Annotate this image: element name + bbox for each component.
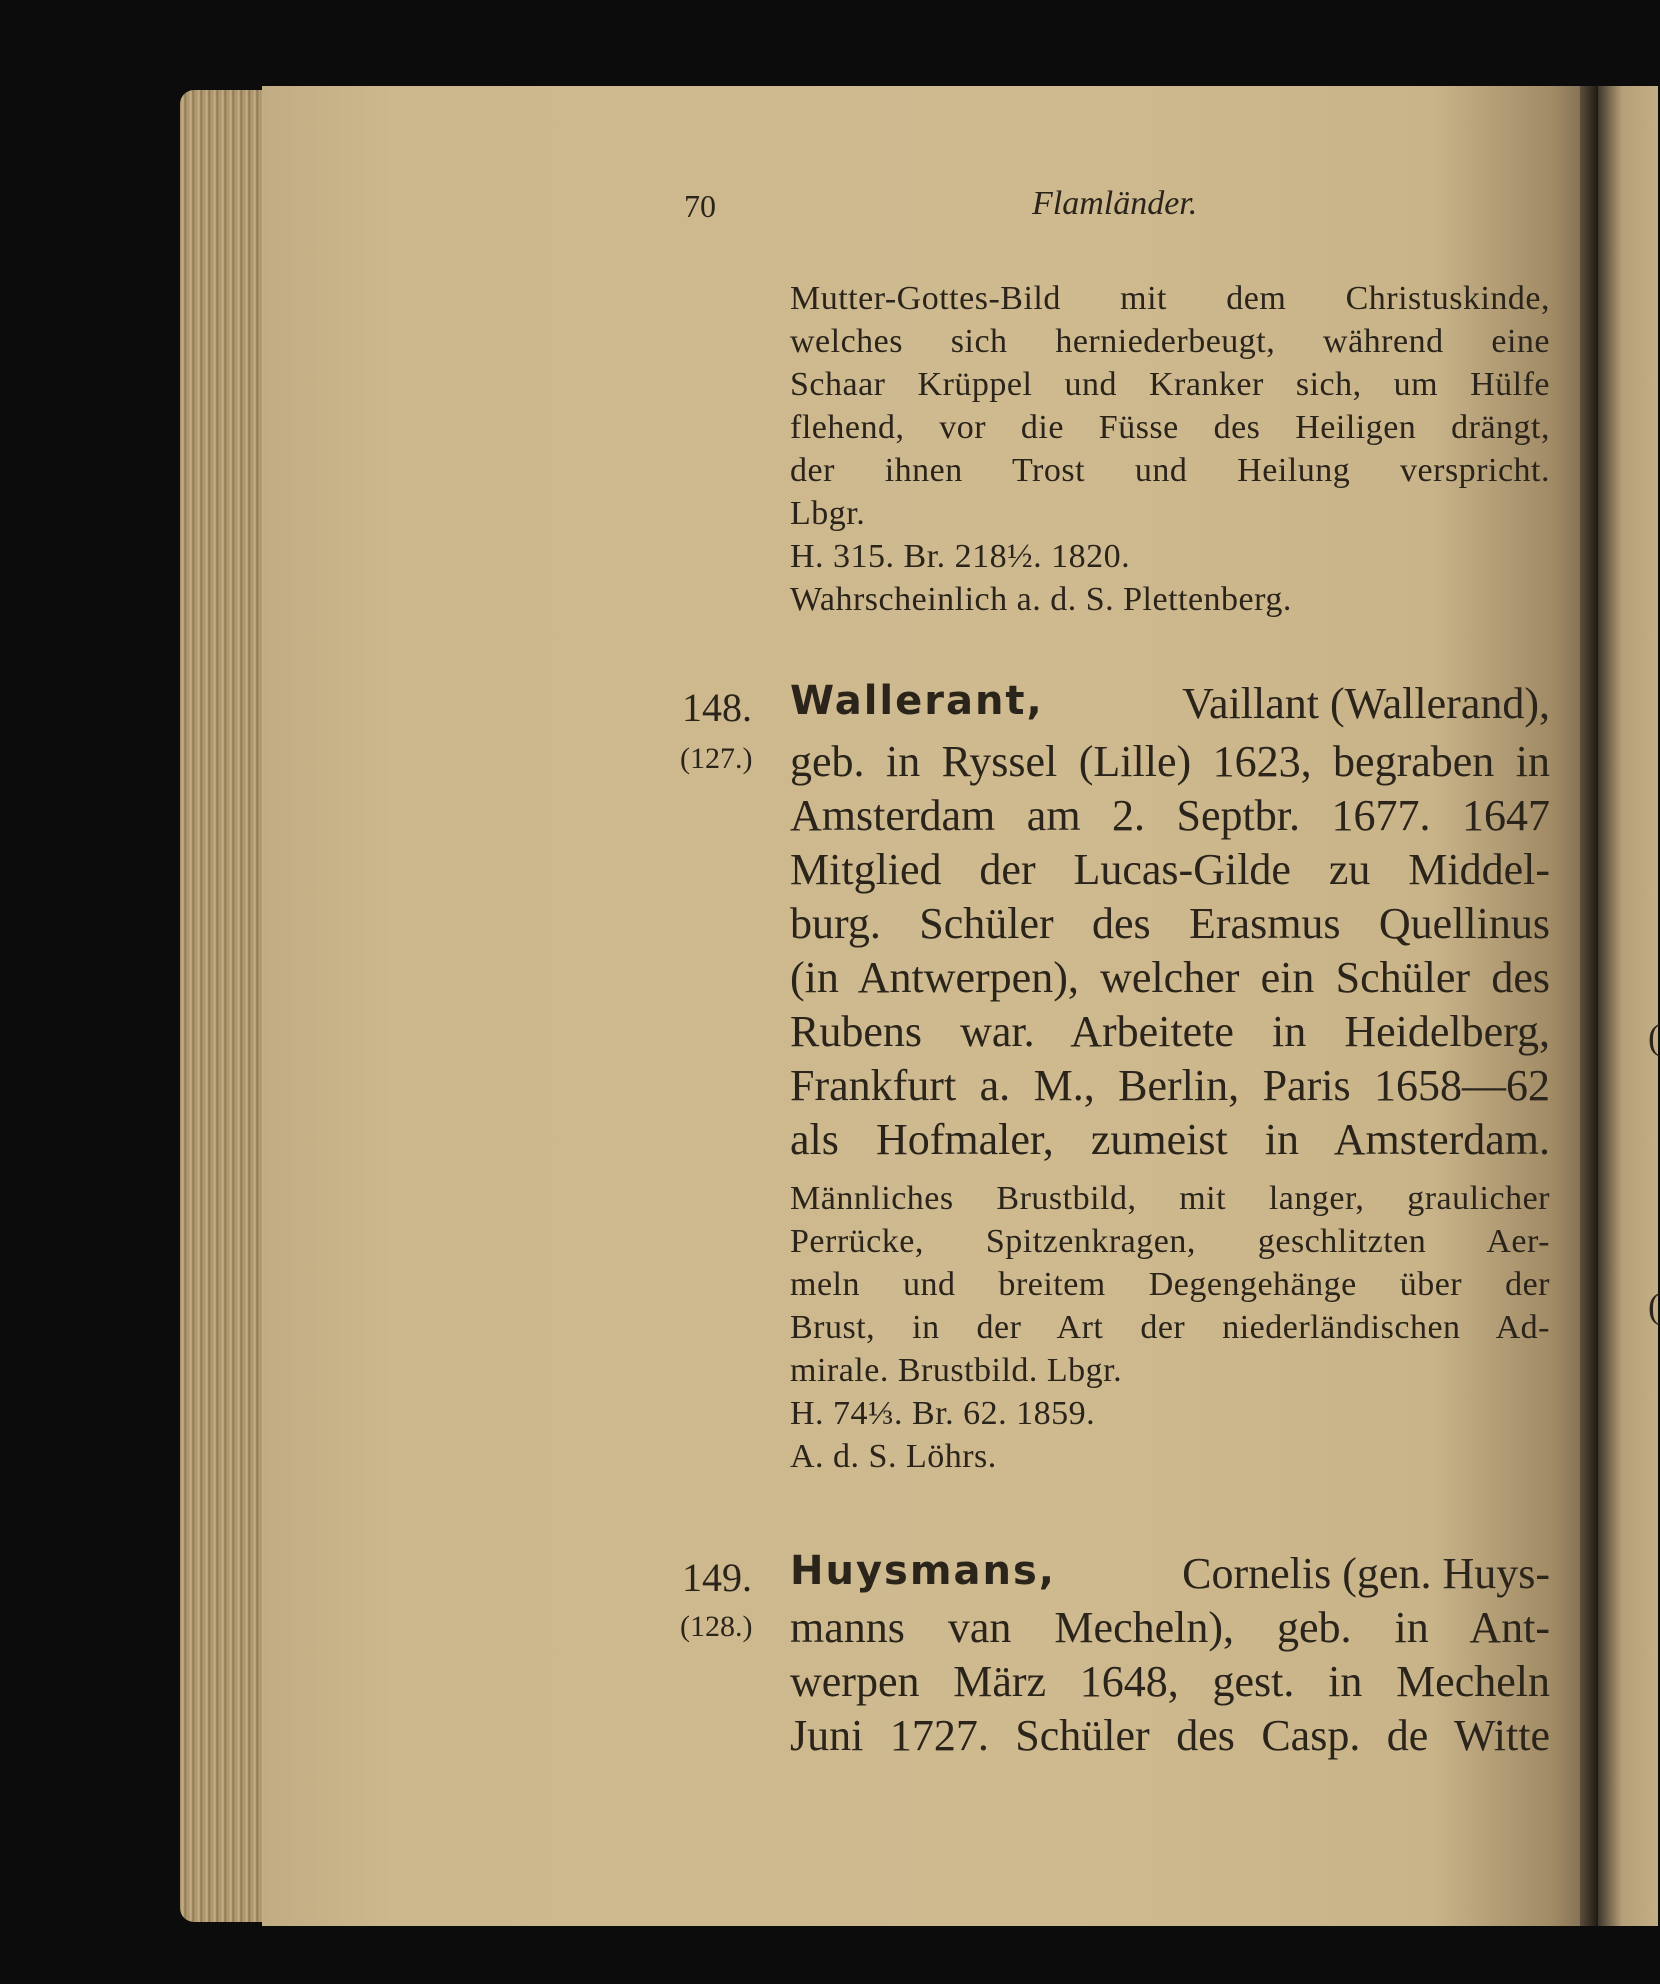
continued-text-line: Lbgr. [790, 495, 866, 532]
continued-provenance: Wahrscheinlich a. d. S. Plettenberg. [790, 581, 1292, 618]
description-line: meln und breitem Degengehänge über der [790, 1266, 1550, 1303]
page-number: 70 [684, 188, 716, 224]
description-line: Perrücke, Spitzenkragen, geschlitzten Aer- [790, 1223, 1550, 1260]
provenance: A. d. S. Löhrs. [790, 1438, 997, 1475]
entry-heading-line [790, 678, 1550, 729]
dimensions: H. 74⅓. Br. 62. 1859. [790, 1395, 1096, 1432]
facing-page-mark: ( [1648, 1017, 1660, 1057]
bio-line: Juni 1727. Schüler des Casp. de Witte [790, 1711, 1550, 1760]
continued-text-line: der ihnen Trost und Heilung verspricht. [790, 452, 1550, 489]
bio-line: (in Antwerpen), welcher ein Schüler des [790, 953, 1550, 1002]
continued-text-line: flehend, vor die Füsse des Heiligen drängt, [790, 409, 1550, 446]
bio-line: Rubens war. Arbeitete in Heidelberg, [790, 1007, 1550, 1056]
artist-name-rest: Vaillant (Wallerand), [1182, 679, 1550, 728]
continued-text-line: Schaar Krüppel und Kranker sich, um Hülfe [790, 366, 1550, 403]
entry-heading-line [790, 1548, 1550, 1599]
entry-old-number: (128.) [680, 1610, 753, 1643]
entry-number: 148. [682, 685, 752, 730]
bio-line: Amsterdam am 2. Septbr. 1677. 1647 [790, 791, 1550, 840]
bio-line: Mitglied der Lucas-Gilde zu Middel- [790, 845, 1550, 894]
running-title: Flamländer. [1032, 185, 1198, 222]
continued-dimensions: H. 315. Br. 218½. 1820. [790, 538, 1131, 575]
bio-line: geb. in Ryssel (Lille) 1623, begraben in [790, 737, 1550, 786]
continued-text-line: welches sich herniederbeugt, während eine [790, 323, 1550, 360]
entry-number: 149. [682, 1555, 752, 1600]
artist-name: Wallerant, [790, 678, 1044, 724]
bio-line: als Hofmaler, zumeist in Amsterdam. [790, 1115, 1550, 1164]
artist-name-rest: Cornelis (gen. Huys- [1182, 1549, 1550, 1598]
continued-text-line: Mutter-Gottes-Bild mit dem Christuskinde, [790, 280, 1550, 317]
description-line: Brust, in der Art der niederländischen Ad- [790, 1309, 1550, 1346]
description-line: Männliches Brustbild, mit langer, graulicher [790, 1180, 1550, 1217]
bio-line: Frankfurt a. M., Berlin, Paris 1658—62 [790, 1061, 1550, 1110]
bio-line: burg. Schüler des Erasmus Quellinus [790, 899, 1550, 948]
entry-old-number: (127.) [680, 742, 753, 775]
bio-line: manns van Mecheln), geb. in Ant- [790, 1603, 1550, 1652]
bio-line: werpen März 1648, gest. in Mecheln [790, 1657, 1550, 1706]
artist-name: Huysmans, [790, 1548, 1056, 1594]
facing-page-edge [1598, 86, 1658, 1926]
facing-page-mark: ( [1648, 1286, 1660, 1326]
description-line: mirale. Brustbild. Lbgr. [790, 1352, 1123, 1389]
